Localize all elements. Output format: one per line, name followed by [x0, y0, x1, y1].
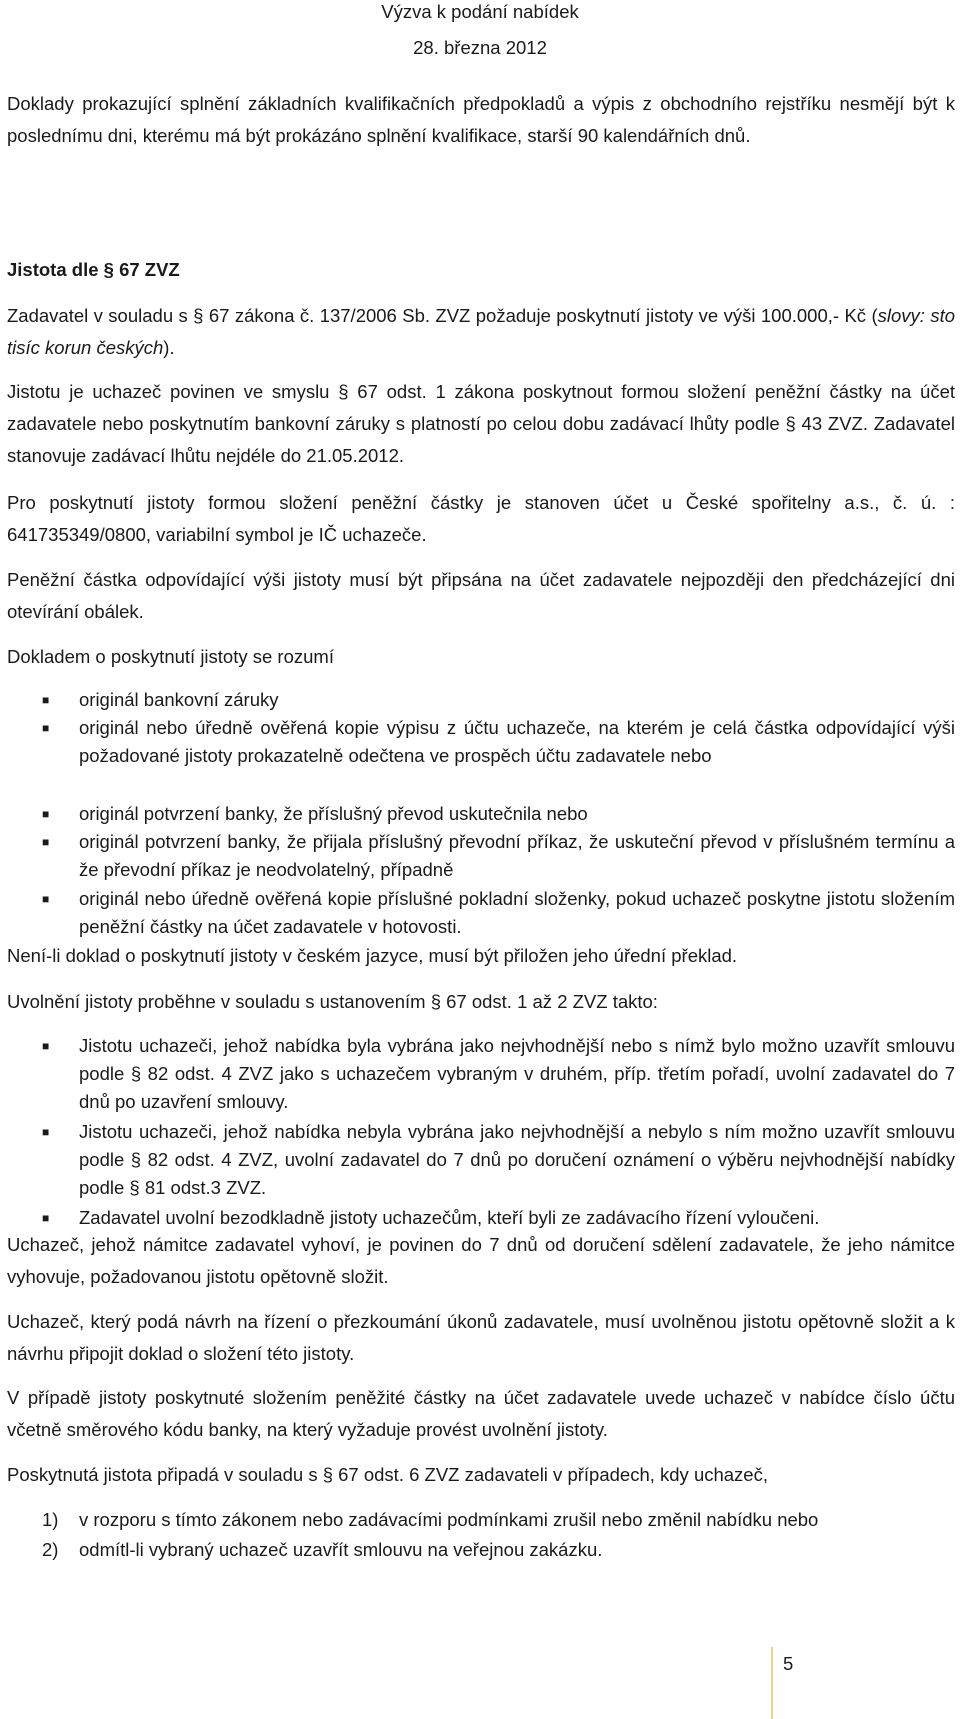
- bullet-icon: ■: [42, 1211, 50, 1225]
- list-item-text: v rozporu s tímto zákonem nebo zadávacími podmínkami zrušil nebo změnil nabídku nebo: [79, 1509, 819, 1530]
- list-item-text: Jistotu uchazeči, jehož nabídka byla vybrána jako nejvhodnější nebo s nímž bylo možno uzavřít smlouvu podle § 82 odst. 4 ZVZ jako s uchazečem vybraným v druhém, příp. třetím pořadí, uvolní zadavatel do 7 dnů po uzavření smlouvy.: [79, 1035, 955, 1112]
- security-amount-close: ).: [163, 337, 175, 358]
- list-item-text: originál potvrzení banky, že přijala příslušný převodní příkaz, že uskuteční převod v příslušném termínu a že převodní příkaz je neodvolatelný, případně: [79, 831, 955, 880]
- bullet-icon: ■: [42, 835, 50, 849]
- security-amount-paragraph: [7, 300, 955, 364]
- proof-intro-paragraph: Dokladem o poskytnutí jistoty se rozumí: [7, 646, 334, 667]
- section-heading: Jistota dle § 67 ZVZ: [7, 259, 180, 280]
- bank-account-paragraph: Pro poskytnutí jistoty formou složení peněžní částky je stanoven účet u České spořitelny a.s., č. ú. : 641735349/0800, variabilní symbol je IČ uchazeče.: [7, 492, 955, 545]
- bullet-icon: ■: [42, 807, 50, 821]
- list-item-text: originál nebo úředně ověřená kopie příslušné pokladní složenky, pokud uchazeč poskytne jistotu složením peněžní částky na účet zadavatele v hotovosti.: [79, 888, 955, 937]
- list-item-number: 2): [42, 1539, 59, 1560]
- bullet-icon: ■: [42, 693, 50, 707]
- security-amount-text: Zadavatel v souladu s § 67 zákona č. 137/2006 Sb. ZVZ požaduje poskytnutí jistoty ve výši 100.000,- Kč (: [7, 305, 878, 326]
- deadline-paragraph: Peněžní částka odpovídající výši jistoty musí být připsána na účet zadavatele nejpozději den předcházející dni otevírání obálek.: [7, 569, 955, 622]
- forfeit-intro-paragraph: Poskytnutá jistota připadá v souladu s § 67 odst. 6 ZVZ zadavateli v případech, kdy uchazeč,: [7, 1464, 768, 1485]
- list-item-number: 1): [42, 1509, 59, 1530]
- security-amount-in-words: slovy: sto tisíc korun českých: [7, 305, 955, 358]
- list-item-text: Jistotu uchazeči, jehož nabídka nebyla vybrána jako nejvhodnější a nebylo s ním možno uzavřít smlouvu podle § 82 odst. 4 ZVZ, uvolní zadavatel do 7 dnů po doručení oznámení o výběru nejvhodnější nabídky podle § 81 odst.3 ZVZ.: [79, 1121, 955, 1198]
- translation-paragraph: Není-li doklad o poskytnutí jistoty v českém jazyce, musí být přiložen jeho úřední překlad.: [7, 945, 738, 966]
- bullet-icon: ■: [42, 721, 50, 735]
- release-intro-paragraph: Uvolnění jistoty proběhne v souladu s ustanovením § 67 odst. 1 až 2 ZVZ takto:: [7, 991, 658, 1012]
- objection-paragraph: Uchazeč, jehož námitce zadavatel vyhoví, je povinen do 7 dnů od doručení sdělení zadavatele, že jeho námitce vyhovuje, požadovanou jistotu opětovně složit.: [7, 1234, 955, 1287]
- account-number-paragraph: V případě jistoty poskytnuté složením peněžité částky na účet zadavatele uvede uchazeč v nabídce číslo účtu včetně směrového kódu banky, na který vyžaduje provést uvolnění jistoty.: [7, 1387, 955, 1440]
- list-item-text: originál bankovní záruky: [79, 689, 279, 710]
- bullet-icon: ■: [42, 1039, 50, 1053]
- list-item-text: odmítl-li vybraný uchazeč uzavřít smlouvu na veřejnou zakázku.: [79, 1539, 603, 1560]
- list-item-text: originál nebo úředně ověřená kopie výpisu z účtu uchazeče, na kterém je celá částka odpovídající výši požadované jistoty prokazatelně odečtena ve prospěch účtu zadavatele nebo: [79, 717, 955, 766]
- page-number-box: [771, 1647, 813, 1719]
- page-number: 5: [783, 1653, 794, 1674]
- bullet-icon: ■: [42, 1125, 50, 1139]
- review-proposal-paragraph: Uchazeč, který podá návrh na řízení o přezkoumání úkonů zadavatele, musí uvolněnou jistotu opětovně složit a k návrhu připojit doklad o složení této jistoty.: [7, 1311, 955, 1364]
- security-obligation-paragraph: Jistotu je uchazeč povinen ve smyslu § 67 odst. 1 zákona poskytnout formou složení peněžní částky na účet zadavatele nebo poskytnutím bankovní záruky s platností po celou dobu zadávací lhůty podle § 43 ZVZ. Zadavatel stanovuje zadávací lhůtu nejdéle do 21.05.2012.: [7, 381, 955, 466]
- header-title: Výzva k podání nabídek: [381, 1, 579, 22]
- header-date: 28. března 2012: [413, 37, 547, 58]
- bullet-icon: ■: [42, 892, 50, 906]
- list-item-text: Zadavatel uvolní bezodkladně jistoty uchazečům, kteří byli ze zadávacího řízení vyloučeni.: [79, 1207, 820, 1228]
- list-item-text: originál potvrzení banky, že příslušný převod uskutečnila nebo: [79, 803, 588, 824]
- intro-paragraph: Doklady prokazující splnění základních kvalifikačních předpokladů a výpis z obchodního rejstříku nesmějí být k poslednímu dni, kterému má být prokázáno splnění kvalifikace, starší 90 kalendářních dnů.: [7, 93, 955, 146]
